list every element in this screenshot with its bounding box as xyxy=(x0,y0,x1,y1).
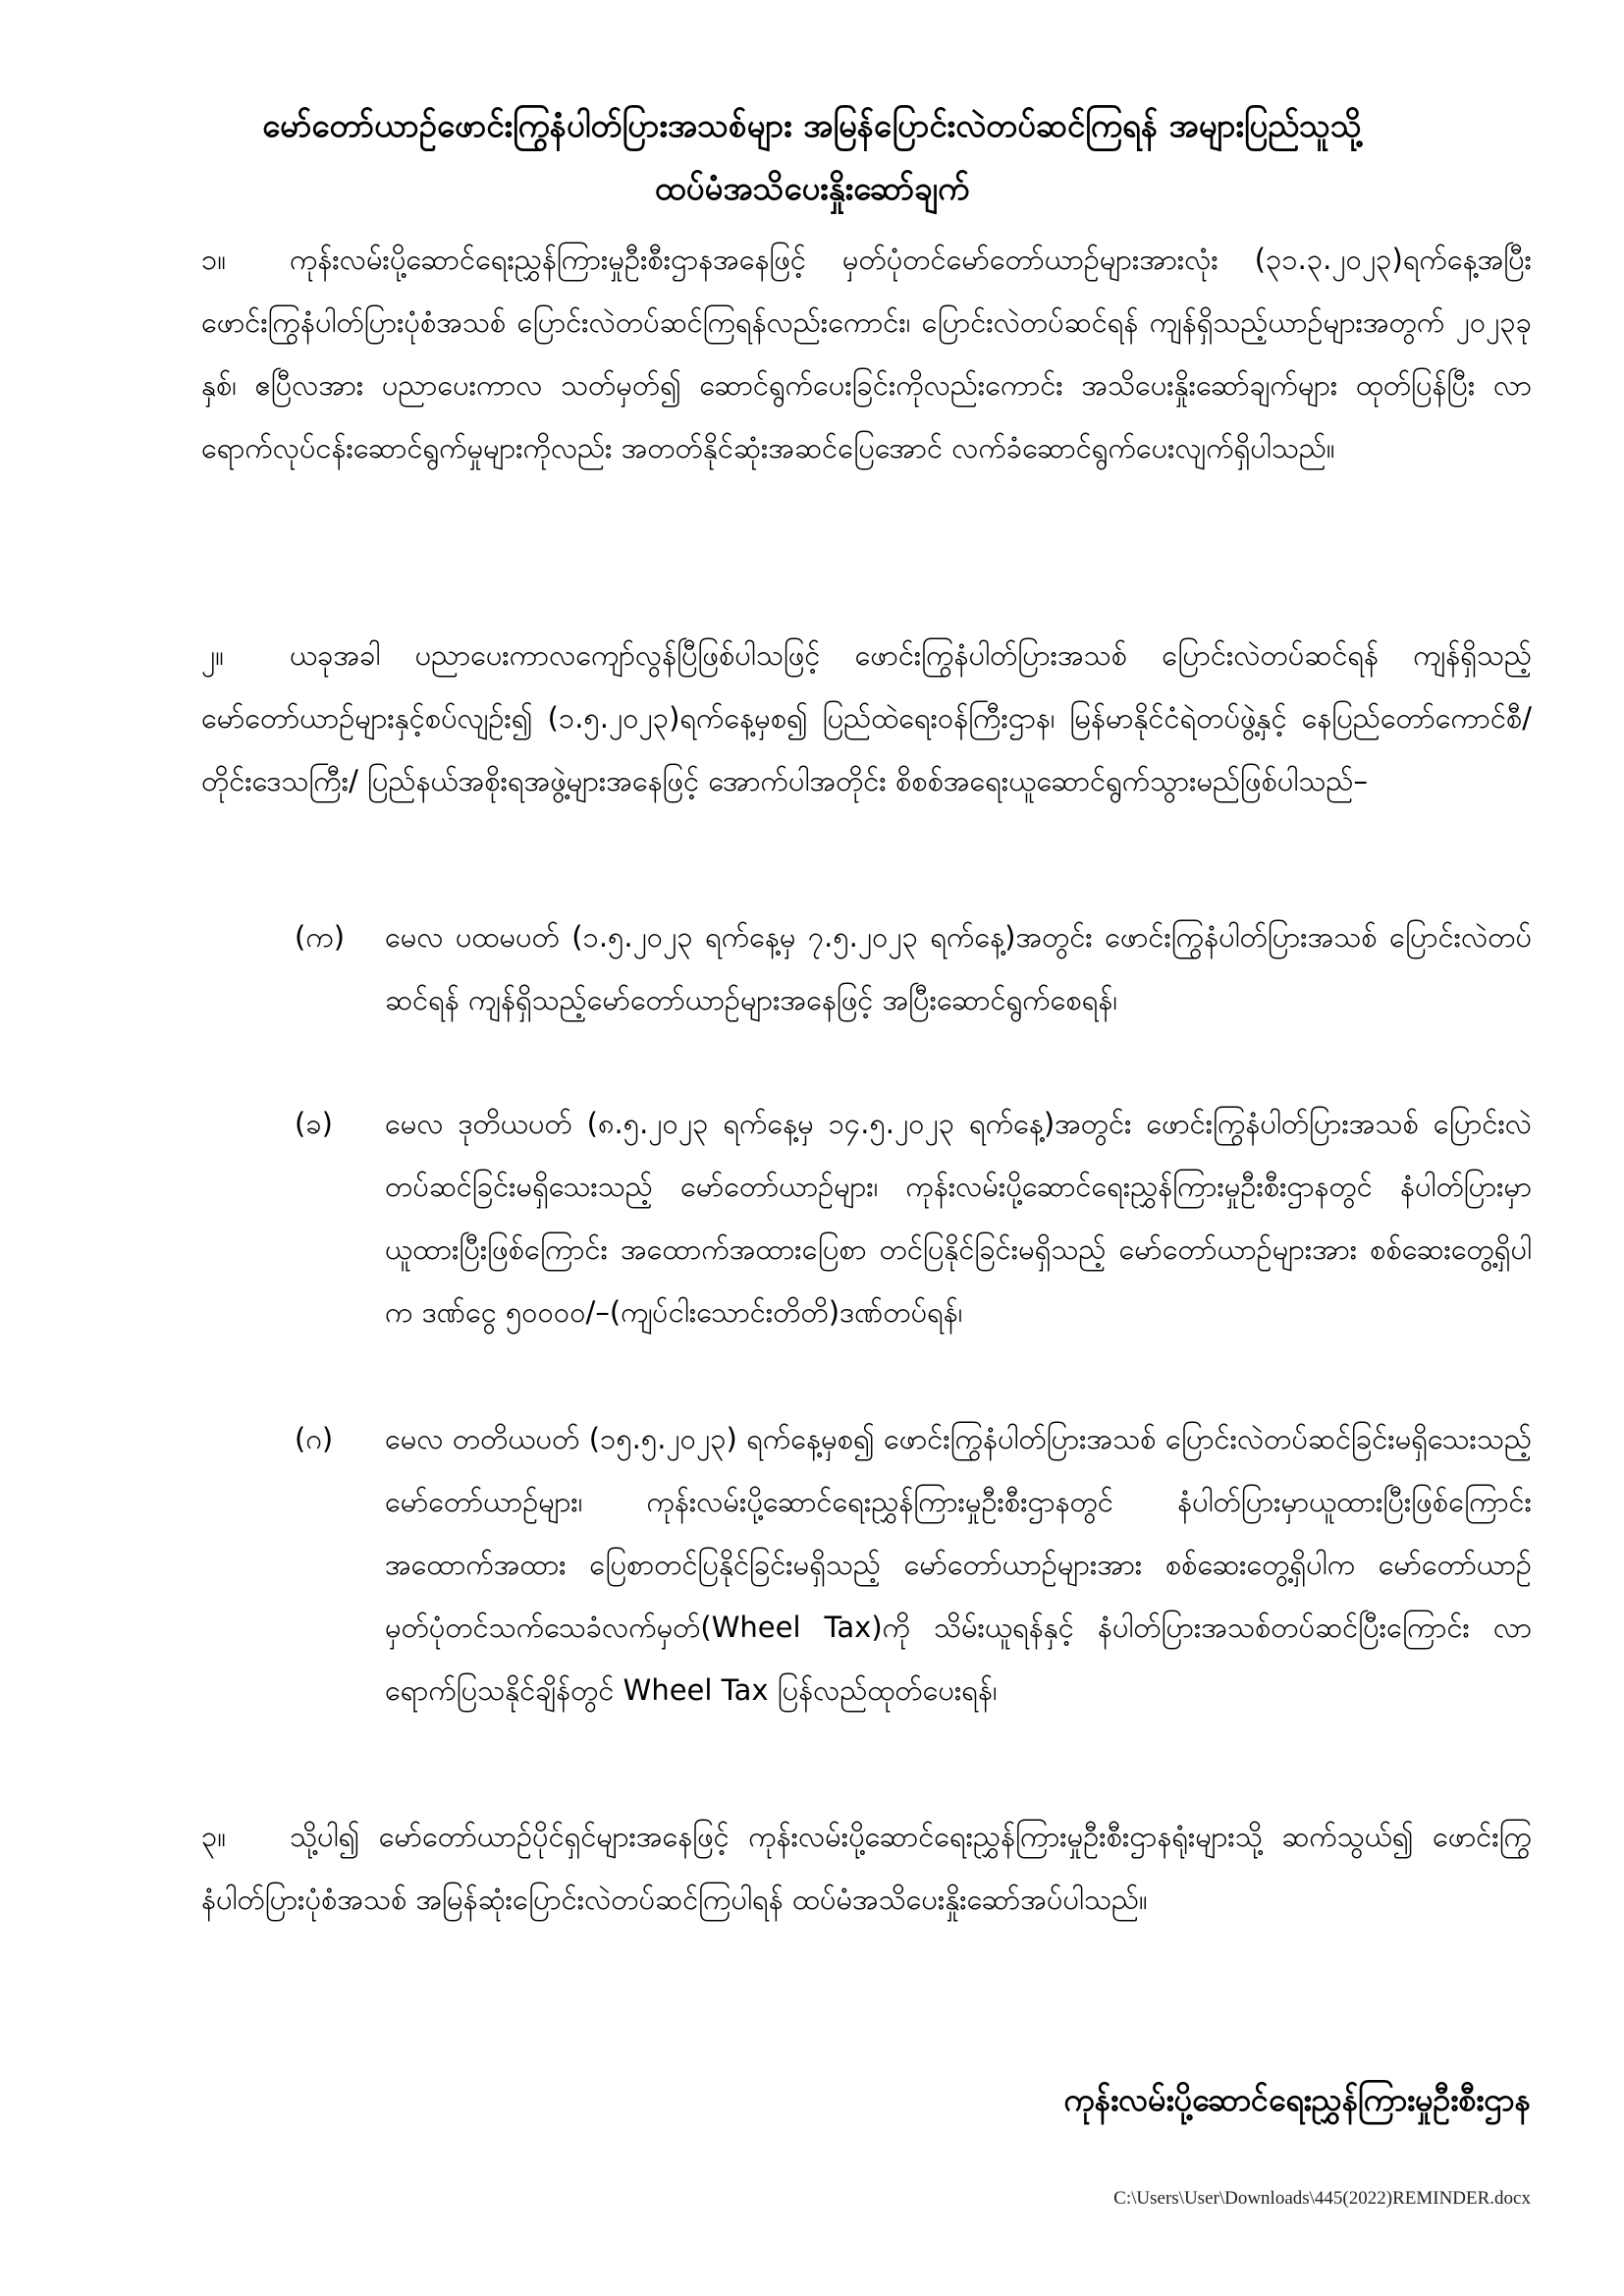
sub-item-label: (ခ) xyxy=(295,1107,333,1140)
document-title-line-2: ထပ်မံအသိပေးနှိုးဆော်ချက် xyxy=(654,169,970,207)
sub-item-label: (က) xyxy=(295,920,346,954)
paragraph-text: ယခုအခါ ပညာပေးကာလကျော်လွန်ပြီဖြစ်ပါသဖြင့် ဖောင်းကြွနံပါတ်ပြားအသစ် ပြောင်းလဲတပ်ဆင်ရန် ကျန်ရှိသည့်မော်တော်ယာဉ်များနှင့်စပ်လျဉ်း၍ (၁.၅.၂၀၂၃)ရက်နေ့မှစ၍ ပြည်ထဲရေးဝန်ကြီးဌာန၊ မြန်မာနိုင်ငံရဲတပ်ဖွဲ့နှင့် နေပြည်တော်ကောင်စီ/ တိုင်းဒေသကြီး/ ပြည်နယ်အစိုးရအဖွဲ့များအနေဖြင့် အောက်ပါအတိုင်း စိစစ်အရေးယူဆောင်ရွက်သွားမည်ဖြစ်ပါသည်– xyxy=(201,638,1532,797)
paragraph-text: သို့ပါ၍ မော်တော်ယာဉ်ပိုင်ရှင်များအနေဖြင့် ကုန်းလမ်းပို့ဆောင်ရေးညွှန်ကြားမှုဦးစီးဌာနရုံးများသို့ ဆက်သွယ်၍ ဖောင်းကြွနံပါတ်ပြားပုံစံအသစ် အမြန်ဆုံးပြောင်းလဲတပ်ဆင်ကြပါရန် ထပ်မံအသိပေးနှိုးဆော်အပ်ပါသည်။ xyxy=(201,1820,1532,1916)
paragraph-number: ၃။ xyxy=(201,1820,227,1853)
paragraph-number: ၁။ xyxy=(201,243,227,276)
department-signature: ကုန်းလမ်းပို့ဆောင်ရေးညွှန်ကြားမှုဦးစီးဌာန xyxy=(1063,2081,1531,2118)
paragraph-3 xyxy=(201,1805,1532,1931)
paragraph-2 xyxy=(201,624,1532,812)
sub-item-text: မေလ ဒုတိယပတ် (၈.၅.၂၀၂၃ ရက်နေ့မှ ၁၄.၅.၂၀၂၃ ရက်နေ့)အတွင်း ဖောင်းကြွနံပါတ်ပြားအသစ် ပြောင်းလဲတပ်ဆင်ခြင်းမရှိသေးသည့် မော်တော်ယာဉ်များ၊ ကုန်းလမ်းပို့ဆောင်ရေးညွှန်ကြားမှုဦးစီးဌာနတွင် နံပါတ်ပြားမှာယူထားပြီးဖြစ်ကြောင်း အထောက်အထားပြေစာ တင်ပြနိုင်ခြင်းမရှိသည့် မော်တော်ယာဉ်များအား စစ်ဆေးတွေ့ရှိပါက ဒဏ်ငွေ ၅၀၀၀၀/–(ကျပ်ငါးသောင်းတိတိ)ဒဏ်တပ်ရန်၊ xyxy=(385,1107,1532,1329)
paragraph-text: ကုန်းလမ်းပို့ဆောင်ရေးညွှန်ကြားမှုဦးစီးဌာနအနေဖြင့် မှတ်ပုံတင်မော်တော်ယာဉ်များအားလုံး (၃၁.၃.၂၀၂၃)ရက်နေ့အပြီး ဖောင်းကြွနံပါတ်ပြားပုံစံအသစ် ပြောင်းလဲတပ်ဆင်ကြရန်လည်းကောင်း၊ ပြောင်းလဲတပ်ဆင်ရန် ကျန်ရှိသည့်ယာဉ်များအတွက် ၂၀၂၃ခုနှစ်၊ ဧပြီလအား ပညာပေးကာလ သတ်မှတ်၍ ဆောင်ရွက်ပေးခြင်းကိုလည်းကောင်း အသိပေးနှိုးဆော်ချက်များ ထုတ်ပြန်ပြီး လာရောက်လုပ်ငန်းဆောင်ရွက်မှုများကိုလည်း အတတ်နိုင်ဆုံးအဆင်ပြေအောင် လက်ခံဆောင်ရွက်ပေးလျက်ရှိပါသည်။ xyxy=(201,243,1532,465)
sub-item-label: (ဂ) xyxy=(295,1422,334,1455)
sub-item-text: မေလ ပထမပတ် (၁.၅.၂၀၂၃ ရက်နေ့မှ ၇.၅.၂၀၂၃ ရက်နေ့)အတွင်း ဖောင်းကြွနံပါတ်ပြားအသစ် ပြောင်းလဲတပ်ဆင်ရန် ကျန်ရှိသည့်မော်တော်ယာဉ်များအနေဖြင့် အပြီးဆောင်ရွက်စေရန်၊ xyxy=(385,920,1532,1016)
sub-item-ga xyxy=(295,1407,1532,1722)
sub-item-text: မေလ တတိယပတ် (၁၅.၅.၂၀၂၃) ရက်နေ့မှစ၍ ဖောင်းကြွနံပါတ်ပြားအသစ် ပြောင်းလဲတပ်ဆင်ခြင်းမရှိသေးသည့် မော်တော်ယာဉ်များ၊ ကုန်းလမ်းပို့ဆောင်ရေးညွှန်ကြားမှုဦးစီးဌာနတွင် နံပါတ်ပြားမှာယူထားပြီးဖြစ်ကြောင်း အထောက်အထား ပြေစာတင်ပြနိုင်ခြင်းမရှိသည့် မော်တော်ယာဉ်များအား စစ်ဆေးတွေ့ရှိပါက မော်တော်ယာဉ်မှတ်ပုံတင်သက်သေခံလက်မှတ်(Wheel Tax)ကို သိမ်းယူရန်နှင့် နံပါတ်ပြားအသစ်တပ်ဆင်ပြီးကြောင်း လာရောက်ပြသနိုင်ချိန်တွင် Wheel Tax ပြန်လည်ထုတ်ပေးရန်၊ xyxy=(385,1422,1532,1707)
paragraph-number: ၂။ xyxy=(201,638,225,672)
sub-item-ka xyxy=(295,905,1532,1031)
footer-file-path: C:\Users\User\Downloads\445(2022)REMINDER.docx xyxy=(1113,2188,1531,2209)
paragraph-1 xyxy=(201,228,1532,479)
sub-item-kha xyxy=(295,1092,1532,1343)
document-title-line-1: မော်တော်ယာဉ်ဖောင်းကြွနံပါတ်ပြားအသစ်များ အမြန်ပြောင်းလဲတပ်ဆင်ကြရန် အများပြည်သူသို့ xyxy=(262,106,1362,144)
